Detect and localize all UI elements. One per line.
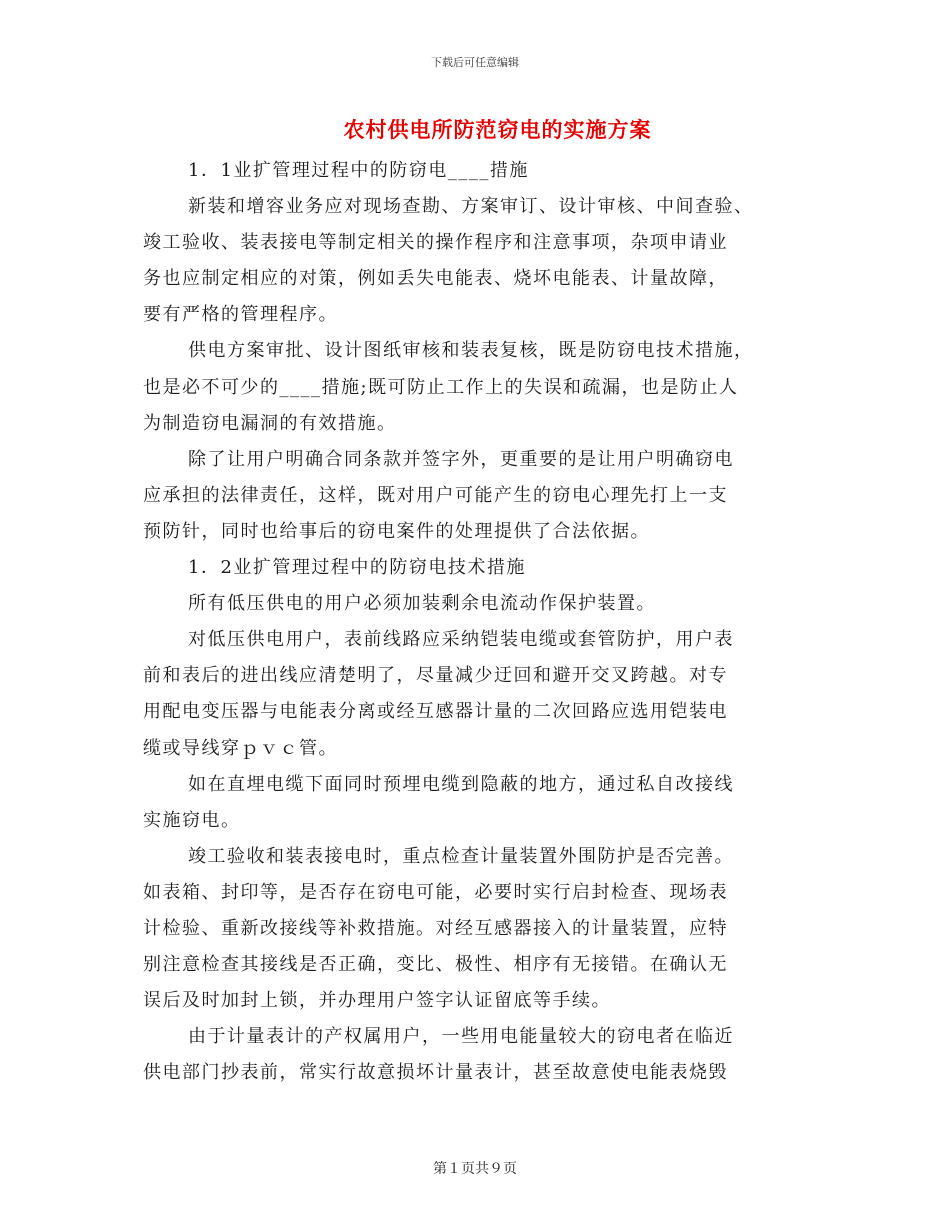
document-title: 农村供电所防范窃电的实施方案 <box>343 117 652 142</box>
paragraph-line: 竣工验收和装表接电时，重点检查计量装置外围防护是否完善。 <box>188 845 734 867</box>
paragraph-line: 除了让用户明确合同条款并签字外，更重要的是让用户明确窃电 <box>188 448 734 470</box>
paragraph-line: 用配电变压器与电能表分离或经互感器计量的二次回路应选用铠装电 <box>143 701 728 723</box>
paragraph-line: 为制造窃电漏洞的有效措施。 <box>143 412 397 434</box>
paragraph-line: 由于计量表计的产权属用户，一些用电能量较大的窃电者在临近 <box>188 1026 734 1048</box>
paragraph-line: 如在直埋电缆下面同时预埋电缆到隐蔽的地方，通过私自改接线 <box>188 773 734 795</box>
paragraph-line: 误后及时加封上锁，并办理用户签字认证留底等手续。 <box>143 990 611 1012</box>
paragraph-line: 所有低压供电的用户必须加装剩余电流动作保护装置。 <box>188 593 656 615</box>
paragraph-line: 前和表后的进出线应清楚明了，尽量减少迂回和避开交叉跨越。对专 <box>143 665 728 687</box>
paragraph-line: 如表箱、封印等，是否存在窃电可能，必要时实行启封检查、现场表 <box>143 881 728 903</box>
paragraph-line: 应承担的法律责任，这样，既对用户可能产生的窃电心理先打上一支 <box>143 484 728 506</box>
paragraph-line: 供电方案审批、设计图纸审核和装表复核，既是防窃电技术措施， <box>188 340 754 362</box>
paragraph-line: 别注意检查其接线是否正确，变比、极性、相序有无接错。在确认无 <box>143 954 728 976</box>
paragraph-line: 预防针，同时也给事后的窃电案件的处理提供了合法依据。 <box>143 520 650 542</box>
paragraph-line: 缆或导线穿ｐｖｃ管。 <box>143 737 338 759</box>
paragraph-line: 实施窃电。 <box>143 809 241 831</box>
document-body <box>143 153 813 1091</box>
paragraph-line: 对低压供电用户，表前线路应采纳铠装电缆或套管防护，用户表 <box>188 629 734 651</box>
paragraph-line: 新装和增容业务应对现场查勘、方案审订、设计审核、中间查验、 <box>188 196 754 218</box>
paragraph-line: 1．1业扩管理过程中的防窃电____措施 <box>188 160 529 181</box>
paragraph-line: 供电部门抄表前，常实行故意损坏计量表计，甚至故意使电能表烧毁 <box>143 1062 728 1084</box>
paragraph-line: 1．2业扩管理过程中的防窃电技术措施 <box>188 557 526 579</box>
paragraph-line: 也是必不可少的____措施;既可防止工作上的失误和疏漏，也是防止人 <box>143 376 739 398</box>
paragraph-line: 计检验、重新改接线等补救措施。对经互感器接入的计量装置，应特 <box>143 917 728 939</box>
paragraph-line: 要有严格的管理程序。 <box>143 304 338 326</box>
page-footer: 第１页共９页 <box>433 1161 517 1177</box>
paragraph-line: 务也应制定相应的对策，例如丢失电能表、烧坏电能表、计量故障， <box>143 268 728 290</box>
paragraph-line: 竣工验收、装表接电等制定相关的操作程序和注意事项，杂项申请业 <box>143 232 728 254</box>
page-header-note: 下载后可任意编辑 <box>431 56 519 69</box>
